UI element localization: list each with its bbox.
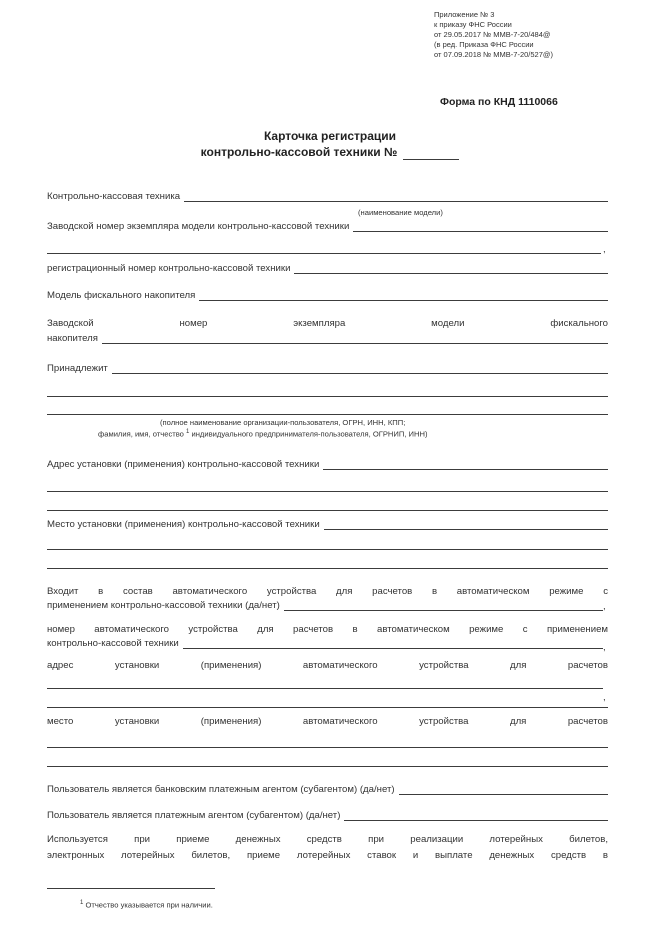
auto-label: применением контрольно-кассовой техники (да/нет) bbox=[47, 600, 280, 611]
fn-serial-word: номер bbox=[179, 318, 208, 329]
auto-number-label: контрольно-кассовой техники bbox=[47, 638, 179, 649]
auto-number-line-1: номер автоматического устройства для расчетов в автоматическом режиме с применением bbox=[47, 624, 608, 635]
auto-place-line bbox=[47, 716, 608, 727]
fn-serial-word: Заводской bbox=[47, 318, 94, 329]
lottery-line-2: электронных лотерейных билетов, приеме лотерейных ставок и выплате денежных средств в bbox=[47, 850, 608, 861]
auto-number-row bbox=[47, 638, 603, 649]
appendix-date: от 29.05.2017 № ММВ-7-20/484@ bbox=[434, 30, 551, 39]
auto-address-word: адрес bbox=[47, 660, 74, 671]
fn-model-field[interactable] bbox=[199, 291, 608, 301]
appendix-header bbox=[434, 10, 553, 60]
auto-number-comma: , bbox=[603, 642, 606, 653]
auto-address-word: для bbox=[510, 660, 527, 671]
owner-hint-1: (полное наименование организации-пользователя, ОГРН, ИНН, КПП; bbox=[160, 418, 406, 427]
install-place-line-2[interactable] bbox=[47, 549, 608, 550]
fn-serial-row bbox=[47, 333, 608, 344]
install-address-line-2[interactable] bbox=[47, 491, 608, 492]
owner-field-line-2[interactable] bbox=[47, 396, 608, 397]
kkt-label: Контрольно-кассовая техника bbox=[47, 191, 181, 202]
auto-address-line bbox=[47, 660, 608, 671]
auto-address-line-3[interactable] bbox=[47, 707, 608, 708]
fn-serial-word: экземпляра bbox=[293, 318, 346, 329]
kkt-row bbox=[47, 191, 608, 202]
bank-agent-label: Пользователь является банковским платежным агентом (субагентом) (да/нет) bbox=[47, 784, 395, 795]
auto-address-word: расчетов bbox=[567, 660, 608, 671]
appendix-order: к приказу ФНС России bbox=[434, 20, 512, 29]
auto-comma: , bbox=[603, 601, 606, 612]
auto-address-comma: , bbox=[603, 692, 606, 703]
owner-field[interactable] bbox=[112, 364, 608, 374]
install-address-row bbox=[47, 459, 608, 470]
owner-label: Принадлежит bbox=[47, 363, 108, 374]
bank-agent-row bbox=[47, 784, 608, 795]
fn-serial-word: фискального bbox=[550, 318, 608, 329]
serial-row bbox=[47, 221, 608, 232]
owner-hint-2b: индивидуального предпринимателя-пользователя, ОГРНИП, ИНН) bbox=[191, 429, 428, 439]
fn-model-row bbox=[47, 290, 608, 301]
pay-agent-label: Пользователь является платежным агентом (субагентом) (да/нет) bbox=[47, 810, 341, 821]
auto-place-line-2[interactable] bbox=[47, 747, 608, 748]
install-place-row bbox=[47, 519, 608, 530]
auto-place-word: расчетов bbox=[567, 716, 608, 727]
kkt-model-field[interactable] bbox=[184, 192, 608, 202]
auto-number-field[interactable] bbox=[183, 639, 603, 649]
title-line-1: Карточка регистрации bbox=[263, 129, 397, 143]
serial-field[interactable] bbox=[353, 222, 608, 232]
bank-agent-field[interactable] bbox=[399, 785, 608, 795]
pay-agent-field[interactable] bbox=[344, 811, 608, 821]
fn-serial-line-1 bbox=[47, 318, 608, 329]
owner-field-line-3[interactable] bbox=[47, 414, 608, 415]
appendix-revision-date: от 07.09.2018 № ММВ-7-20/527@) bbox=[434, 50, 553, 59]
owner-hint-2a: фамилия, имя, отчество bbox=[98, 429, 184, 439]
owner-row bbox=[47, 363, 608, 374]
install-address-line-3[interactable] bbox=[47, 510, 608, 511]
auto-place-word: автоматического bbox=[302, 716, 378, 727]
appendix-number: Приложение № 3 bbox=[434, 10, 495, 19]
reg-number-field[interactable] bbox=[294, 264, 608, 274]
auto-address-word: устройства bbox=[419, 660, 469, 671]
install-place-label: Место установки (применения) контрольно-кассовой техники bbox=[47, 519, 320, 530]
auto-field[interactable] bbox=[284, 601, 603, 611]
appendix-revision: (в ред. Приказа ФНС России bbox=[434, 40, 534, 49]
fn-model-label: Модель фискального накопителя bbox=[47, 290, 196, 301]
form-code: Форма по КНД 1110066 bbox=[440, 96, 558, 108]
lottery-line-1: Используется при приеме денежных средств при реализации лотерейных билетов, bbox=[47, 834, 608, 845]
title-line-2 bbox=[180, 144, 480, 160]
auto-address-word: (применения) bbox=[200, 660, 262, 671]
auto-row bbox=[47, 600, 603, 611]
pay-agent-row bbox=[47, 810, 608, 821]
auto-address-word: автоматического bbox=[302, 660, 378, 671]
install-address-label: Адрес установки (применения) контрольно-кассовой техники bbox=[47, 459, 320, 470]
auto-place-word: для bbox=[509, 716, 527, 727]
fn-serial-field[interactable] bbox=[102, 334, 608, 344]
title-line-2-text: контрольно-кассовой техники № bbox=[200, 145, 398, 159]
footnote-text: Отчество указывается при наличии. bbox=[85, 900, 213, 910]
footnote-separator bbox=[47, 888, 215, 889]
document-title bbox=[180, 128, 480, 160]
serial-label: Заводской номер экземпляра модели контрольно-кассовой техники bbox=[47, 221, 350, 232]
footnote-mark: 1 bbox=[80, 900, 84, 906]
footnote-ref: 1 bbox=[186, 429, 190, 435]
install-place-line-3[interactable] bbox=[47, 568, 608, 569]
serial-field-line-2[interactable] bbox=[47, 253, 601, 254]
serial-comma: , bbox=[603, 244, 606, 255]
card-number-blank[interactable] bbox=[403, 147, 459, 160]
owner-hint-2 bbox=[98, 429, 428, 439]
reg-number-label: регистрационный номер контрольно-кассовой техники bbox=[47, 263, 291, 274]
auto-line-1: Входит в состав автоматического устройства для расчетов в автоматическом режиме с bbox=[47, 586, 608, 597]
auto-place-word: место bbox=[47, 716, 74, 727]
footnote bbox=[80, 900, 213, 910]
fn-serial-word: модели bbox=[431, 318, 465, 329]
kkt-model-hint: (наименование модели) bbox=[358, 208, 443, 217]
reg-number-row bbox=[47, 263, 608, 274]
auto-place-word: устройства bbox=[419, 716, 469, 727]
fn-serial-end: накопителя bbox=[47, 333, 98, 344]
auto-place-word: (применения) bbox=[200, 716, 262, 727]
auto-place-line-3[interactable] bbox=[47, 766, 608, 767]
auto-place-word: установки bbox=[114, 716, 160, 727]
auto-address-word: установки bbox=[114, 660, 160, 671]
auto-address-line-2[interactable] bbox=[47, 688, 603, 689]
install-place-field[interactable] bbox=[324, 520, 608, 530]
install-address-field[interactable] bbox=[323, 460, 608, 470]
